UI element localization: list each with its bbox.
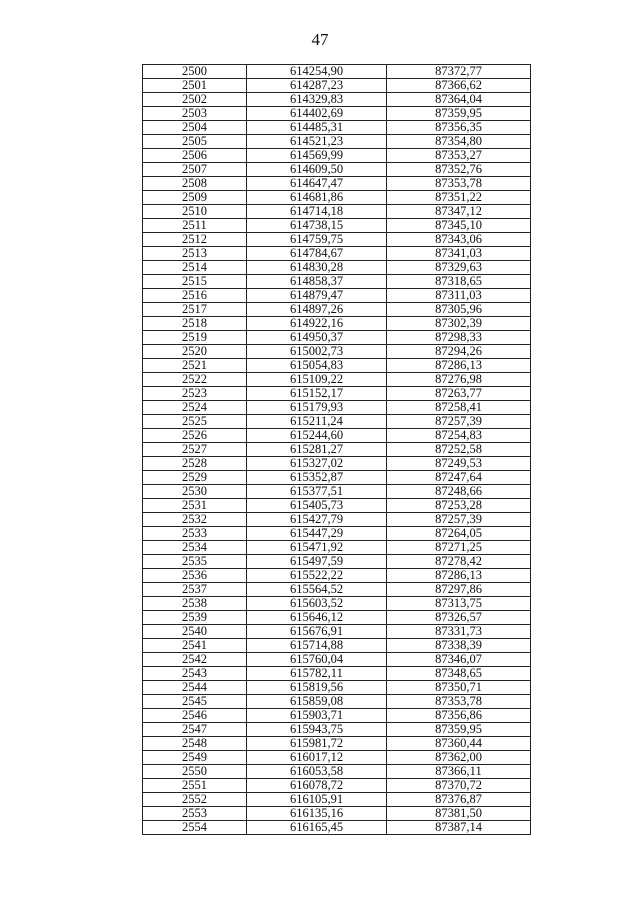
table-row (143, 779, 531, 793)
y-coordinate-cell: 87359,95 (387, 107, 531, 121)
x-coordinate-cell: 615522,22 (247, 569, 387, 583)
page-number: 47 (311, 30, 329, 49)
x-coordinate-cell: 614569,99 (247, 149, 387, 163)
x-coordinate-cell: 615405,73 (247, 499, 387, 513)
point-number-cell: 2542 (143, 653, 247, 667)
coordinates-table (142, 64, 531, 835)
table-row (143, 275, 531, 289)
y-coordinate-cell: 87352,76 (387, 163, 531, 177)
x-coordinate-cell: 616053,58 (247, 765, 387, 779)
table-row (143, 793, 531, 807)
x-coordinate-cell: 615447,29 (247, 527, 387, 541)
point-number-cell: 2539 (143, 611, 247, 625)
x-coordinate-cell: 614521,23 (247, 135, 387, 149)
x-coordinate-cell: 615943,75 (247, 723, 387, 737)
point-number-cell: 2528 (143, 457, 247, 471)
x-coordinate-cell: 614485,31 (247, 121, 387, 135)
point-number-cell: 2554 (143, 821, 247, 835)
y-coordinate-cell: 87338,39 (387, 639, 531, 653)
table-row (143, 219, 531, 233)
point-number-cell: 2530 (143, 485, 247, 499)
x-coordinate-cell: 615244,60 (247, 429, 387, 443)
table-row (143, 513, 531, 527)
point-number-cell: 2507 (143, 163, 247, 177)
x-coordinate-cell: 615859,08 (247, 695, 387, 709)
y-coordinate-cell: 87252,58 (387, 443, 531, 457)
table-row (143, 709, 531, 723)
x-coordinate-cell: 614681,86 (247, 191, 387, 205)
point-number-cell: 2511 (143, 219, 247, 233)
table-row (143, 653, 531, 667)
x-coordinate-cell: 615564,52 (247, 583, 387, 597)
table-row (143, 331, 531, 345)
y-coordinate-cell: 87257,39 (387, 513, 531, 527)
point-number-cell: 2548 (143, 737, 247, 751)
point-number-cell: 2503 (143, 107, 247, 121)
x-coordinate-cell: 614759,75 (247, 233, 387, 247)
table-row (143, 681, 531, 695)
table-row (143, 723, 531, 737)
y-coordinate-cell: 87354,80 (387, 135, 531, 149)
y-coordinate-cell: 87372,77 (387, 65, 531, 79)
x-coordinate-cell: 615109,22 (247, 373, 387, 387)
table-row (143, 289, 531, 303)
x-coordinate-cell: 615179,93 (247, 401, 387, 415)
table-row (143, 149, 531, 163)
table-row (143, 317, 531, 331)
coordinates-table-body (143, 65, 531, 835)
y-coordinate-cell: 87305,96 (387, 303, 531, 317)
table-row (143, 163, 531, 177)
point-number-cell: 2540 (143, 625, 247, 639)
x-coordinate-cell: 614329,83 (247, 93, 387, 107)
point-number-cell: 2537 (143, 583, 247, 597)
table-row (143, 611, 531, 625)
point-number-cell: 2518 (143, 317, 247, 331)
table-row (143, 261, 531, 275)
table-row (143, 499, 531, 513)
point-number-cell: 2531 (143, 499, 247, 513)
table-row (143, 821, 531, 835)
y-coordinate-cell: 87276,98 (387, 373, 531, 387)
y-coordinate-cell: 87364,04 (387, 93, 531, 107)
point-number-cell: 2522 (143, 373, 247, 387)
table-row (143, 303, 531, 317)
y-coordinate-cell: 87302,39 (387, 317, 531, 331)
y-coordinate-cell: 87263,77 (387, 387, 531, 401)
point-number-cell: 2526 (143, 429, 247, 443)
x-coordinate-cell: 615471,92 (247, 541, 387, 555)
x-coordinate-cell: 614950,37 (247, 331, 387, 345)
point-number-cell: 2516 (143, 289, 247, 303)
y-coordinate-cell: 87329,63 (387, 261, 531, 275)
point-number-cell: 2541 (143, 639, 247, 653)
table-row (143, 583, 531, 597)
y-coordinate-cell: 87366,11 (387, 765, 531, 779)
y-coordinate-cell: 87343,06 (387, 233, 531, 247)
point-number-cell: 2510 (143, 205, 247, 219)
table-row (143, 401, 531, 415)
table-row (143, 107, 531, 121)
table-row (143, 65, 531, 79)
point-number-cell: 2551 (143, 779, 247, 793)
x-coordinate-cell: 615760,04 (247, 653, 387, 667)
y-coordinate-cell: 87370,72 (387, 779, 531, 793)
point-number-cell: 2527 (143, 443, 247, 457)
point-number-cell: 2529 (143, 471, 247, 485)
table-row (143, 177, 531, 191)
y-coordinate-cell: 87353,27 (387, 149, 531, 163)
point-number-cell: 2552 (143, 793, 247, 807)
x-coordinate-cell: 614738,15 (247, 219, 387, 233)
y-coordinate-cell: 87264,05 (387, 527, 531, 541)
table-row (143, 695, 531, 709)
y-coordinate-cell: 87257,39 (387, 415, 531, 429)
point-number-cell: 2502 (143, 93, 247, 107)
table-row (143, 387, 531, 401)
y-coordinate-cell: 87247,64 (387, 471, 531, 485)
x-coordinate-cell: 615002,73 (247, 345, 387, 359)
y-coordinate-cell: 87286,13 (387, 569, 531, 583)
x-coordinate-cell: 615211,24 (247, 415, 387, 429)
x-coordinate-cell: 614897,26 (247, 303, 387, 317)
table-row (143, 191, 531, 205)
y-coordinate-cell: 87381,50 (387, 807, 531, 821)
table-row (143, 737, 531, 751)
y-coordinate-cell: 87326,57 (387, 611, 531, 625)
y-coordinate-cell: 87258,41 (387, 401, 531, 415)
table-row (143, 527, 531, 541)
table-row (143, 429, 531, 443)
table-row (143, 359, 531, 373)
point-number-cell: 2519 (143, 331, 247, 345)
x-coordinate-cell: 614784,67 (247, 247, 387, 261)
point-number-cell: 2515 (143, 275, 247, 289)
y-coordinate-cell: 87313,75 (387, 597, 531, 611)
x-coordinate-cell: 614647,47 (247, 177, 387, 191)
x-coordinate-cell: 615676,91 (247, 625, 387, 639)
x-coordinate-cell: 615352,87 (247, 471, 387, 485)
x-coordinate-cell: 615054,83 (247, 359, 387, 373)
x-coordinate-cell: 615646,12 (247, 611, 387, 625)
point-number-cell: 2553 (143, 807, 247, 821)
point-number-cell: 2501 (143, 79, 247, 93)
point-number-cell: 2546 (143, 709, 247, 723)
y-coordinate-cell: 87248,66 (387, 485, 531, 499)
point-number-cell: 2536 (143, 569, 247, 583)
point-number-cell: 2508 (143, 177, 247, 191)
point-number-cell: 2520 (143, 345, 247, 359)
y-coordinate-cell: 87387,14 (387, 821, 531, 835)
table-row (143, 121, 531, 135)
table-row (143, 135, 531, 149)
y-coordinate-cell: 87351,22 (387, 191, 531, 205)
x-coordinate-cell: 615281,27 (247, 443, 387, 457)
x-coordinate-cell: 614922,16 (247, 317, 387, 331)
point-number-cell: 2505 (143, 135, 247, 149)
table-row (143, 93, 531, 107)
x-coordinate-cell: 614609,50 (247, 163, 387, 177)
point-number-cell: 2543 (143, 667, 247, 681)
y-coordinate-cell: 87298,33 (387, 331, 531, 345)
y-coordinate-cell: 87253,28 (387, 499, 531, 513)
x-coordinate-cell: 614287,23 (247, 79, 387, 93)
x-coordinate-cell: 614714,18 (247, 205, 387, 219)
y-coordinate-cell: 87353,78 (387, 177, 531, 191)
y-coordinate-cell: 87356,86 (387, 709, 531, 723)
table-row (143, 345, 531, 359)
y-coordinate-cell: 87356,35 (387, 121, 531, 135)
point-number-cell: 2534 (143, 541, 247, 555)
point-number-cell: 2524 (143, 401, 247, 415)
y-coordinate-cell: 87362,00 (387, 751, 531, 765)
x-coordinate-cell: 615152,17 (247, 387, 387, 401)
y-coordinate-cell: 87249,53 (387, 457, 531, 471)
table-row (143, 205, 531, 219)
x-coordinate-cell: 615714,88 (247, 639, 387, 653)
table-row (143, 443, 531, 457)
point-number-cell: 2525 (143, 415, 247, 429)
x-coordinate-cell: 616135,16 (247, 807, 387, 821)
y-coordinate-cell: 87359,95 (387, 723, 531, 737)
point-number-cell: 2504 (143, 121, 247, 135)
y-coordinate-cell: 87350,71 (387, 681, 531, 695)
y-coordinate-cell: 87318,65 (387, 275, 531, 289)
table-row (143, 471, 531, 485)
table-row (143, 233, 531, 247)
point-number-cell: 2500 (143, 65, 247, 79)
x-coordinate-cell: 614858,37 (247, 275, 387, 289)
point-number-cell: 2538 (143, 597, 247, 611)
table-row (143, 807, 531, 821)
y-coordinate-cell: 87341,03 (387, 247, 531, 261)
y-coordinate-cell: 87297,86 (387, 583, 531, 597)
table-row (143, 457, 531, 471)
x-coordinate-cell: 615819,56 (247, 681, 387, 695)
point-number-cell: 2547 (143, 723, 247, 737)
point-number-cell: 2544 (143, 681, 247, 695)
x-coordinate-cell: 615427,79 (247, 513, 387, 527)
point-number-cell: 2533 (143, 527, 247, 541)
table-row (143, 555, 531, 569)
point-number-cell: 2532 (143, 513, 247, 527)
x-coordinate-cell: 616105,91 (247, 793, 387, 807)
point-number-cell: 2545 (143, 695, 247, 709)
point-number-cell: 2550 (143, 765, 247, 779)
y-coordinate-cell: 87294,26 (387, 345, 531, 359)
point-number-cell: 2506 (143, 149, 247, 163)
point-number-cell: 2535 (143, 555, 247, 569)
y-coordinate-cell: 87311,03 (387, 289, 531, 303)
y-coordinate-cell: 87331,73 (387, 625, 531, 639)
table-row (143, 79, 531, 93)
x-coordinate-cell: 615903,71 (247, 709, 387, 723)
y-coordinate-cell: 87347,12 (387, 205, 531, 219)
x-coordinate-cell: 615377,51 (247, 485, 387, 499)
table-row (143, 415, 531, 429)
y-coordinate-cell: 87366,62 (387, 79, 531, 93)
y-coordinate-cell: 87254,83 (387, 429, 531, 443)
y-coordinate-cell: 87345,10 (387, 219, 531, 233)
y-coordinate-cell: 87360,44 (387, 737, 531, 751)
point-number-cell: 2512 (143, 233, 247, 247)
x-coordinate-cell: 616165,45 (247, 821, 387, 835)
y-coordinate-cell: 87348,65 (387, 667, 531, 681)
x-coordinate-cell: 615497,59 (247, 555, 387, 569)
y-coordinate-cell: 87286,13 (387, 359, 531, 373)
table-row (143, 597, 531, 611)
point-number-cell: 2509 (143, 191, 247, 205)
point-number-cell: 2514 (143, 261, 247, 275)
table-row (143, 373, 531, 387)
x-coordinate-cell: 614254,90 (247, 65, 387, 79)
x-coordinate-cell: 615327,02 (247, 457, 387, 471)
x-coordinate-cell: 614830,28 (247, 261, 387, 275)
table-row (143, 569, 531, 583)
point-number-cell: 2549 (143, 751, 247, 765)
x-coordinate-cell: 614879,47 (247, 289, 387, 303)
x-coordinate-cell: 615981,72 (247, 737, 387, 751)
table-row (143, 765, 531, 779)
point-number-cell: 2521 (143, 359, 247, 373)
table-row (143, 625, 531, 639)
table-row (143, 485, 531, 499)
y-coordinate-cell: 87353,78 (387, 695, 531, 709)
table-row (143, 667, 531, 681)
table-row (143, 751, 531, 765)
point-number-cell: 2523 (143, 387, 247, 401)
x-coordinate-cell: 616078,72 (247, 779, 387, 793)
y-coordinate-cell: 87278,42 (387, 555, 531, 569)
table-row (143, 639, 531, 653)
x-coordinate-cell: 615782,11 (247, 667, 387, 681)
table-row (143, 541, 531, 555)
point-number-cell: 2517 (143, 303, 247, 317)
y-coordinate-cell: 87376,87 (387, 793, 531, 807)
point-number-cell: 2513 (143, 247, 247, 261)
x-coordinate-cell: 615603,52 (247, 597, 387, 611)
y-coordinate-cell: 87271,25 (387, 541, 531, 555)
x-coordinate-cell: 616017,12 (247, 751, 387, 765)
x-coordinate-cell: 614402,69 (247, 107, 387, 121)
table-row (143, 247, 531, 261)
y-coordinate-cell: 87346,07 (387, 653, 531, 667)
